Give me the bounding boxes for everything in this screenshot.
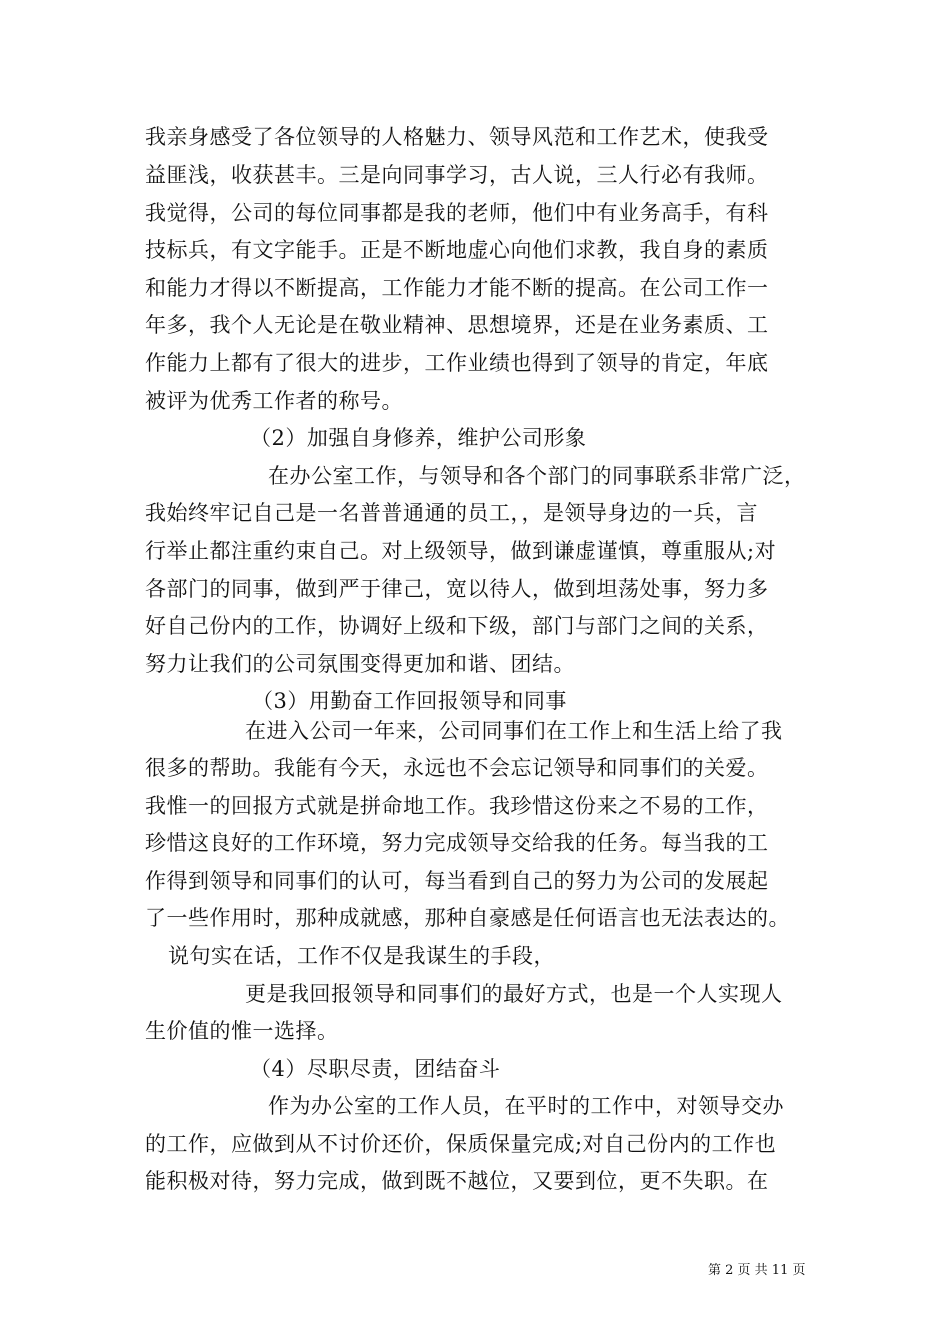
paragraph-line: 能积极对待，努力完成，做到既不越位，又要到位，更不失职。在 bbox=[145, 1169, 769, 1193]
paragraph-line: 我惟一的回报方式就是拼命地工作。我珍惜这份来之不易的工作， bbox=[145, 794, 769, 818]
paragraph-line: 在进入公司一年来，公司同事们在工作上和生活上给了我 bbox=[245, 719, 783, 743]
paragraph-line: 行举止都注重约束自己。对上级领导，做到谦虚谨慎，尊重服从;对 bbox=[145, 539, 777, 563]
paragraph-line: 各部门的同事，做到严于律己，宽以待人，做到坦荡处事，努力多 bbox=[145, 577, 769, 601]
section-heading: （2）加强自身修养，维护公司形象 bbox=[250, 426, 587, 450]
paragraph-line: 好自己份内的工作，协调好上级和下级，部门与部门之间的关系， bbox=[145, 614, 769, 638]
section-heading: （3）用勤奋工作回报领导和同事 bbox=[252, 689, 567, 713]
section-heading: （4）尽职尽责，团结奋斗 bbox=[250, 1057, 501, 1081]
paragraph-line: 我亲身感受了各位领导的人格魅力、领导风范和工作艺术，使我受 bbox=[145, 125, 769, 149]
paragraph-line: 说句实在话，工作不仅是我谋生的手段， bbox=[168, 944, 555, 968]
paragraph-line: 在办公室工作，与领导和各个部门的同事联系非常广泛， bbox=[268, 464, 806, 488]
paragraph-line: 益匪浅，收获甚丰。三是向同事学习，古人说，三人行必有我师。 bbox=[145, 163, 769, 187]
paragraph-line: 更是我回报领导和同事们的最好方式，也是一个人实现人 bbox=[245, 982, 783, 1006]
page-number: 第 2 页 共 11 页 bbox=[708, 1263, 806, 1278]
paragraph-line: 和能力才得以不断提高，工作能力才能不断的提高。在公司工作一 bbox=[145, 276, 769, 300]
paragraph-line: 作能力上都有了很大的进步，工作业绩也得到了领导的肯定，年底 bbox=[145, 351, 769, 375]
paragraph-line: 技标兵，有文字能手。正是不断地虚心向他们求教，我自身的素质 bbox=[145, 238, 769, 262]
paragraph-line: 作为办公室的工作人员，在平时的工作中，对领导交办 bbox=[268, 1094, 784, 1118]
paragraph-line: 很多的帮助。我能有今天，永远也不会忘记领导和同事们的关爱。 bbox=[145, 756, 769, 780]
paragraph-line: 我觉得，公司的每位同事都是我的老师，他们中有业务高手，有科 bbox=[145, 201, 769, 225]
paragraph-line: 珍惜这良好的工作环境，努力完成领导交给我的任务。每当我的工 bbox=[145, 831, 769, 855]
paragraph-line: 被评为优秀工作者的称号。 bbox=[145, 389, 403, 413]
paragraph-line: 的工作，应做到从不讨价还价，保质保量完成;对自己份内的工作也 bbox=[145, 1132, 777, 1156]
paragraph-line: 生价值的惟一选择。 bbox=[145, 1019, 339, 1043]
paragraph-line: 努力让我们的公司氛围变得更加和谐、团结。 bbox=[145, 652, 575, 676]
paragraph-line: 了一些作用时，那种成就感，那种自豪感是任何语言也无法表达的。 bbox=[145, 906, 790, 930]
paragraph-line: 作得到领导和同事们的认可，每当看到自己的努力为公司的发展起 bbox=[145, 869, 769, 893]
paragraph-line: 年多，我个人无论是在敬业精神、思想境界，还是在业务素质、工 bbox=[145, 313, 769, 337]
paragraph-line: 我始终牢记自己是一名普普通通的员工，，是领导身边的一兵，言 bbox=[145, 501, 758, 525]
